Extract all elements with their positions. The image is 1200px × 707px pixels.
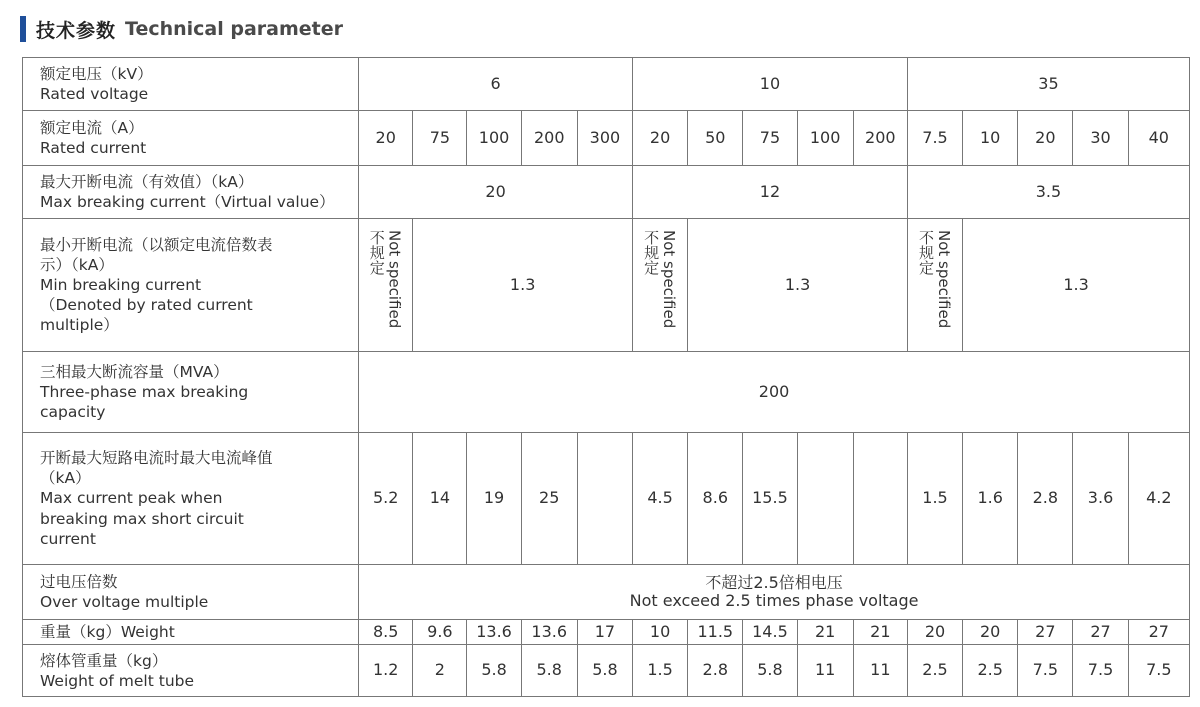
weight-cell: 20 xyxy=(963,620,1018,645)
min-breaking-35kv: 1.3 xyxy=(963,219,1190,352)
max-breaking-label-en: Max breaking current（Virtual value） xyxy=(40,193,335,211)
not-specified-10kv xyxy=(633,219,688,352)
max-breaking-35kv: 3.5 xyxy=(907,166,1189,219)
rated-voltage-10: 10 xyxy=(633,58,908,111)
max-breaking-label-zh: 最大开断电流（有效值）（kA） xyxy=(40,172,254,191)
peak-current-cell: 3.6 xyxy=(1073,433,1128,565)
over-voltage-value xyxy=(359,565,1190,620)
rated-current-cell: 10 xyxy=(963,111,1018,166)
not-specified-en: Not specified xyxy=(935,230,953,329)
rated-current-cell: 30 xyxy=(1073,111,1128,166)
melt-tube-weight-cell: 2.8 xyxy=(688,645,743,697)
rated-current-label-en: Rated current xyxy=(40,139,147,157)
not-specified-zh: 不规定 xyxy=(642,230,661,275)
row-three-phase xyxy=(23,352,1190,433)
peak-current-cell: 1.5 xyxy=(907,433,962,565)
technical-parameter-table xyxy=(22,57,1190,697)
rated-current-cell: 100 xyxy=(467,111,521,166)
over-voltage-label xyxy=(23,565,359,620)
weight-cell: 11.5 xyxy=(688,620,743,645)
peak-current-cell: 8.6 xyxy=(688,433,743,565)
heading-english: Technical parameter xyxy=(125,18,344,40)
three-phase-value: 200 xyxy=(359,352,1190,433)
weight-label: 重量（kg）Weight xyxy=(23,620,359,645)
min-breaking-10kv: 1.3 xyxy=(688,219,908,352)
weight-cell: 27 xyxy=(1128,620,1189,645)
melt-tube-weight-cell: 5.8 xyxy=(743,645,797,697)
weight-cell: 20 xyxy=(907,620,962,645)
melt-tube-weight-cell: 7.5 xyxy=(1073,645,1128,697)
weight-cell: 9.6 xyxy=(413,620,467,645)
not-specified-en: Not specified xyxy=(660,230,679,329)
rated-voltage-35: 35 xyxy=(907,58,1189,111)
weight-cell: 14.5 xyxy=(743,620,797,645)
melt-tube-weight-cell: 5.8 xyxy=(521,645,577,697)
rated-current-cell: 50 xyxy=(688,111,743,166)
peak-label xyxy=(23,433,359,565)
melt-tube-weight-cell: 11 xyxy=(797,645,853,697)
rated-current-label-zh: 额定电流（A） xyxy=(40,118,144,137)
max-breaking-10kv: 12 xyxy=(633,166,908,219)
weight-cell: 27 xyxy=(1018,620,1073,645)
peak-current-cell: 15.5 xyxy=(743,433,797,565)
heading-chinese: 技术参数 xyxy=(36,19,117,42)
weight-cell: 27 xyxy=(1073,620,1128,645)
max-breaking-6kv: 20 xyxy=(359,166,633,219)
heading-accent-bar xyxy=(20,16,26,42)
peak-current-cell: 4.5 xyxy=(633,433,688,565)
melt-tube-weight-cell: 11 xyxy=(853,645,907,697)
melt-tube-weight-cell: 5.8 xyxy=(467,645,521,697)
melt-tube-label-en: Weight of melt tube xyxy=(40,671,195,690)
peak-label-en: Max current peak when breaking max short circuit current xyxy=(40,489,244,548)
peak-current-cell: 25 xyxy=(521,433,577,565)
max-breaking-label xyxy=(23,166,359,219)
three-phase-label-en: Three-phase max breaking capacity xyxy=(40,382,249,422)
over-voltage-label-zh: 过电压倍数 xyxy=(40,572,118,591)
peak-current-cell: 4.2 xyxy=(1128,433,1189,565)
peak-current-cell: 2.8 xyxy=(1018,433,1073,565)
peak-label-zh: 开断最大短路电流时最大电流峰值（kA） xyxy=(40,449,273,488)
min-breaking-label-zh: 最小开断电流（以额定电流倍数表示）（kA） xyxy=(40,235,273,274)
peak-current-cell: 14 xyxy=(413,433,467,565)
rated-current-cell: 100 xyxy=(797,111,853,166)
peak-current-cell: 1.6 xyxy=(963,433,1018,565)
melt-tube-weight-cell: 7.5 xyxy=(1018,645,1073,697)
melt-tube-weight-cell: 5.8 xyxy=(577,645,632,697)
weight-cell: 8.5 xyxy=(359,620,413,645)
rated-current-cell: 7.5 xyxy=(907,111,962,166)
rated-voltage-label-en: Rated voltage xyxy=(40,85,149,103)
peak-current-cell xyxy=(577,433,632,565)
not-specified-zh: 不规定 xyxy=(367,230,386,275)
weight-cell: 17 xyxy=(577,620,632,645)
three-phase-label-zh: 三相最大断流容量（MVA） xyxy=(40,362,229,381)
section-heading xyxy=(20,14,343,44)
rated-current-cell: 300 xyxy=(577,111,632,166)
rated-voltage-label-zh: 额定电压（kV） xyxy=(40,64,153,83)
rated-current-cell: 75 xyxy=(413,111,467,166)
rated-current-cell: 200 xyxy=(853,111,907,166)
weight-cell: 13.6 xyxy=(521,620,577,645)
melt-tube-weight-cell: 2.5 xyxy=(907,645,962,697)
peak-current-cell xyxy=(797,433,853,565)
row-weight xyxy=(23,620,1190,645)
not-specified-zh: 不规定 xyxy=(917,230,935,275)
row-peak-current xyxy=(23,433,1190,565)
three-phase-label xyxy=(23,352,359,433)
rated-current-cell: 200 xyxy=(521,111,577,166)
rated-current-label xyxy=(23,111,359,166)
not-specified-en: Not specified xyxy=(385,230,404,329)
over-voltage-value-en: Not exceed 2.5 times phase voltage xyxy=(629,591,919,610)
weight-cell: 13.6 xyxy=(467,620,521,645)
row-melt-tube-weight xyxy=(23,645,1190,697)
row-max-breaking xyxy=(23,166,1190,219)
row-min-breaking xyxy=(23,219,1190,352)
melt-tube-weight-cell: 1.2 xyxy=(359,645,413,697)
row-over-voltage xyxy=(23,565,1190,620)
rated-current-cell: 75 xyxy=(743,111,797,166)
melt-tube-weight-cell: 2 xyxy=(413,645,467,697)
over-voltage-value-zh: 不超过2.5倍相电压 xyxy=(705,572,843,592)
peak-current-cell: 5.2 xyxy=(359,433,413,565)
melt-tube-label xyxy=(23,645,359,697)
not-specified-35kv xyxy=(907,219,962,352)
row-rated-current xyxy=(23,111,1190,166)
peak-current-cell: 19 xyxy=(467,433,521,565)
over-voltage-label-en: Over voltage multiple xyxy=(40,593,209,611)
rated-voltage-6: 6 xyxy=(359,58,633,111)
rated-current-cell: 40 xyxy=(1128,111,1189,166)
row-rated-voltage xyxy=(23,58,1190,111)
rated-current-cell: 20 xyxy=(359,111,413,166)
melt-tube-weight-cell: 7.5 xyxy=(1128,645,1189,697)
not-specified-6kv xyxy=(359,219,413,352)
weight-cell: 21 xyxy=(853,620,907,645)
melt-tube-weight-cell: 2.5 xyxy=(963,645,1018,697)
min-breaking-6kv: 1.3 xyxy=(413,219,633,352)
melt-tube-label-zh: 熔体管重量（kg） xyxy=(40,651,168,670)
melt-tube-weight-cell: 1.5 xyxy=(633,645,688,697)
peak-current-cell xyxy=(853,433,907,565)
weight-cell: 21 xyxy=(797,620,853,645)
rated-current-cell: 20 xyxy=(633,111,688,166)
weight-cell: 10 xyxy=(633,620,688,645)
rated-current-cell: 20 xyxy=(1018,111,1073,166)
min-breaking-label-en: Min breaking current （Denoted by rated current multiple） xyxy=(40,275,253,335)
min-breaking-label xyxy=(23,219,359,352)
rated-voltage-label xyxy=(23,58,359,111)
